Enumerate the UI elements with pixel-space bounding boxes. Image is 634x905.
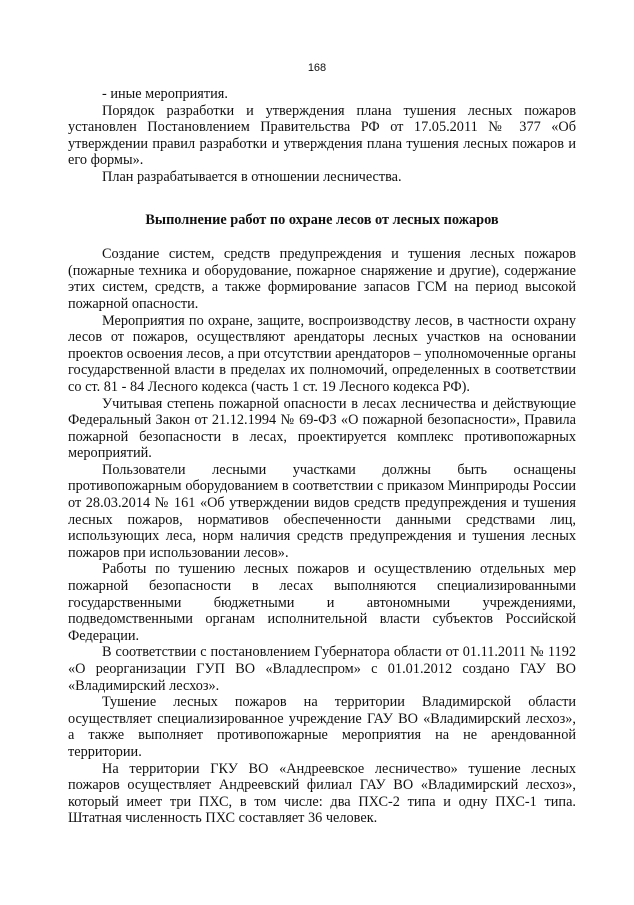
paragraph-firefighting-works: Работы по тушению лесных пожаров и осуществлению отдельных мер пожарной безопасности в лесах выполняются специализированными государственными бюджетными и автономными учреждениями, подведомственными органам исполнительной власти субъектов Российской Федерации.	[68, 561, 576, 644]
page-content	[68, 86, 576, 827]
page-number: 168	[307, 62, 327, 74]
paragraph-regional-firefighting: Тушение лесных пожаров на территории Владимирской области осуществляет специализированное учреждение ГАУ ВО «Владимирский лесхоз», а также выполняет противопожарные мероприятия на не арендованной территории.	[68, 694, 576, 760]
paragraph-fire-systems: Создание систем, средств предупреждения и тушения лесных пожаров (пожарные техника и оборудование, пожарное снаряжение и другие), содержание этих систем, средств, а также формирование запасов ГСМ на период высокой пожарной опасности.	[68, 246, 576, 312]
section-heading: Выполнение работ по охране лесов от лесных пожаров	[145, 211, 499, 228]
paragraph-plan-scope: План разрабатывается в отношении лесничества.	[102, 168, 402, 185]
paragraph-equipment-requirements: Пользователи лесными участками должны быть оснащены противопожарным оборудованием в соответствии с приказом Минприроды России от 28.03.2014 № 161 «Об утверждении видов средств предупреждения и тушения лесных пожаров, нормативов обеспеченности данными средствами лиц, использующих леса, норм наличия средств предупреждения и тушения лесных пожаров при использовании лесов».	[68, 461, 576, 561]
paragraph-plan-procedure: Порядок разработки и утверждения плана тушения лесных пожаров установлен Постановлением Правительства РФ от 17.05.2011 № 377 «Об утверждении правил разработки и утверждения плана тушения лесных пожаров и его формы».	[68, 102, 576, 169]
paragraph-protection-measures: Мероприятия по охране, защите, воспроизводству лесов, в частности охрану лесов от пожаров, осуществляют арендаторы лесных участков на основании проектов освоения лесов, а при отсутствии арендаторов – уполномоченные органы государственной власти в пределах их полномочий, определенных в соответствии со ст. 81 - 84 Лесного кодекса (часть 1 ст. 19 Лесного кодекса РФ).	[68, 312, 576, 395]
paragraph-local-branch: На территории ГКУ ВО «Андреевское лесничество» тушение лесных пожаров осуществляет Андреевский филиал ГАУ ВО «Владимирский лесхоз», который имеет три ПХС, в том числе: два ПХС-2 типа и одну ПХС-1 типа. Штатная численность ПХС составляет 36 человек.	[68, 760, 576, 827]
paragraph-reorganization: В соответствии с постановлением Губернатора области от 01.11.2011 № 1192 «О реорганизации ГУП ВО «Владлеспром» с 01.01.2012 создано ГАУ ВО «Владимирский лесхоз».	[68, 644, 576, 694]
paragraph-fire-danger: Учитывая степень пожарной опасности в лесах лесничества и действующие Федеральный Закон от 21.12.1994 № 69-ФЗ «О пожарной безопасности», Правила пожарной безопасности в лесах, проектируется комплекс противопожарных мероприятий.	[68, 395, 576, 462]
list-item-other-measures: - иные мероприятия.	[102, 86, 228, 102]
